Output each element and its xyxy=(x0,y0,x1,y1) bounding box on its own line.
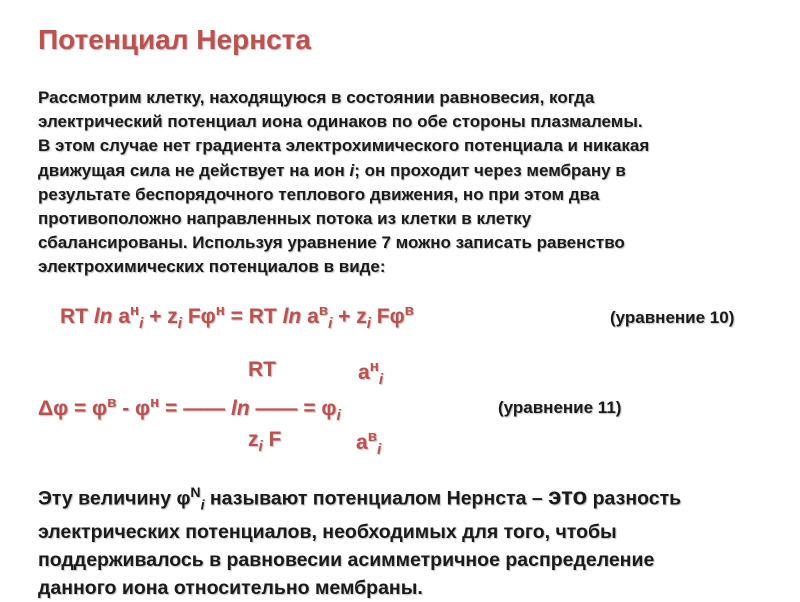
conclusion-paragraph xyxy=(38,478,788,602)
conclusion-emphasis: это xyxy=(548,483,588,511)
eq10-f-phi-right: Fφ xyxy=(370,305,405,328)
conclusion-line-4: данного иона относительно мембраны. xyxy=(38,577,423,600)
eq11-ln: ln xyxy=(230,397,250,420)
eq10-a-right: a xyxy=(301,305,319,328)
eq10-ln-left: ln xyxy=(93,305,113,328)
eq11-denominator-sub-i: i xyxy=(258,438,263,456)
paragraph-line-5: результате беспорядочного теплового движения, но при этом два xyxy=(38,184,600,204)
paragraph-line-6: противоположно направленных потока из клетки в клетку xyxy=(38,209,532,229)
eq11-denominator-a-letter: a xyxy=(356,431,368,454)
conclusion-sup-n: N xyxy=(190,484,201,500)
eq10-plus-z-left: + z xyxy=(143,305,178,328)
eq11-bar-equals-phi: —— = φ xyxy=(249,397,337,420)
eq10-a-left: a xyxy=(112,305,131,328)
conclusion-sub-i: i xyxy=(200,496,205,513)
eq10-sub-i-2: i xyxy=(177,315,182,333)
equation-11-label: (уравнение 11) xyxy=(498,398,622,417)
paragraph-line-7: сбалансированы. Используя уравнение 7 можно записать равенство xyxy=(38,233,625,253)
eq11-numerator-sub-i: i xyxy=(378,371,384,389)
eq11-numerator-sup-n: н xyxy=(369,358,379,375)
conclusion-line-1-start: Эту величину φ xyxy=(38,487,191,510)
eq10-sup-v-1: в xyxy=(318,302,329,319)
equation-10-label: (уравнение 10) xyxy=(610,308,735,327)
eq10-sub-i-4: i xyxy=(366,315,371,333)
eq10-sub-i-3: i xyxy=(328,315,333,333)
eq11-minus-phi: - φ xyxy=(116,397,151,420)
paragraph-line-4-start: движущая сила не действует на ион xyxy=(38,160,350,180)
eq11-numerator-rt: RT xyxy=(248,358,276,381)
eq11-denominator-sup-v: в xyxy=(367,428,377,445)
conclusion-line-2: электрических потенциалов, необходимых для того, чтобы xyxy=(38,521,617,544)
eq10-sup-v-2: в xyxy=(404,302,414,319)
eq10-sup-n-1: н xyxy=(130,302,140,319)
eq11-sub-i: i xyxy=(336,407,341,425)
eq11-denominator-zf xyxy=(248,428,281,455)
eq10-f-phi-left: Fφ xyxy=(182,305,216,328)
equation-10 xyxy=(60,302,780,334)
conclusion-line-1 xyxy=(38,478,788,518)
eq11-denominator-f: F xyxy=(262,428,282,451)
eq11-equals-bar: = —— xyxy=(159,397,231,420)
eq10-ln-right: ln xyxy=(282,305,302,328)
conclusion-line-1-mid: называют потенциалом Нернста – xyxy=(204,487,549,510)
eq11-sup-n: н xyxy=(150,394,160,411)
paragraph-line-3: В этом случае нет градиента электрохимического потенциала и никакая xyxy=(38,136,650,156)
eq11-denominator-a xyxy=(356,428,381,458)
ion-symbol: i xyxy=(349,160,355,180)
slide-title: Потенциал Нернста xyxy=(38,24,311,55)
eq10-rt-left: RT xyxy=(60,305,94,328)
eq10-sup-n-2: н xyxy=(215,302,225,319)
eq11-denominator-z: z xyxy=(248,428,259,451)
paragraph-line-1: Рассмотрим клетку, находящуюся в состоянии равновесия, когда xyxy=(38,88,595,107)
paragraph-line-4-end: ; он проходит через мембрану в xyxy=(354,160,626,180)
body-paragraph xyxy=(38,86,778,280)
eq11-denominator-sub-i2: i xyxy=(376,441,382,459)
paragraph-line-4 xyxy=(38,159,778,183)
conclusion-line-3: поддерживалось в равновесии асимметричное распределение xyxy=(38,549,655,572)
eq10-plus-z-right: + z xyxy=(332,305,367,328)
paragraph-line-8: электрохимических потенциалов в виде: xyxy=(38,257,386,277)
eq11-lhs: Δφ = φ xyxy=(38,397,108,420)
eq11-main-row xyxy=(38,394,341,424)
paragraph-line-2: электрический потенциал иона одинаков по обе стороны плазмалемы. xyxy=(38,112,643,132)
eq11-sup-v: в xyxy=(107,394,117,411)
eq11-numerator-a-letter: a xyxy=(358,361,370,384)
eq10-sub-i-1: i xyxy=(139,315,144,333)
equation-11 xyxy=(38,356,778,459)
conclusion-line-1-end: разность xyxy=(587,487,682,510)
eq10-equals-rt: = RT xyxy=(224,305,283,328)
eq11-numerator-a xyxy=(358,358,383,388)
